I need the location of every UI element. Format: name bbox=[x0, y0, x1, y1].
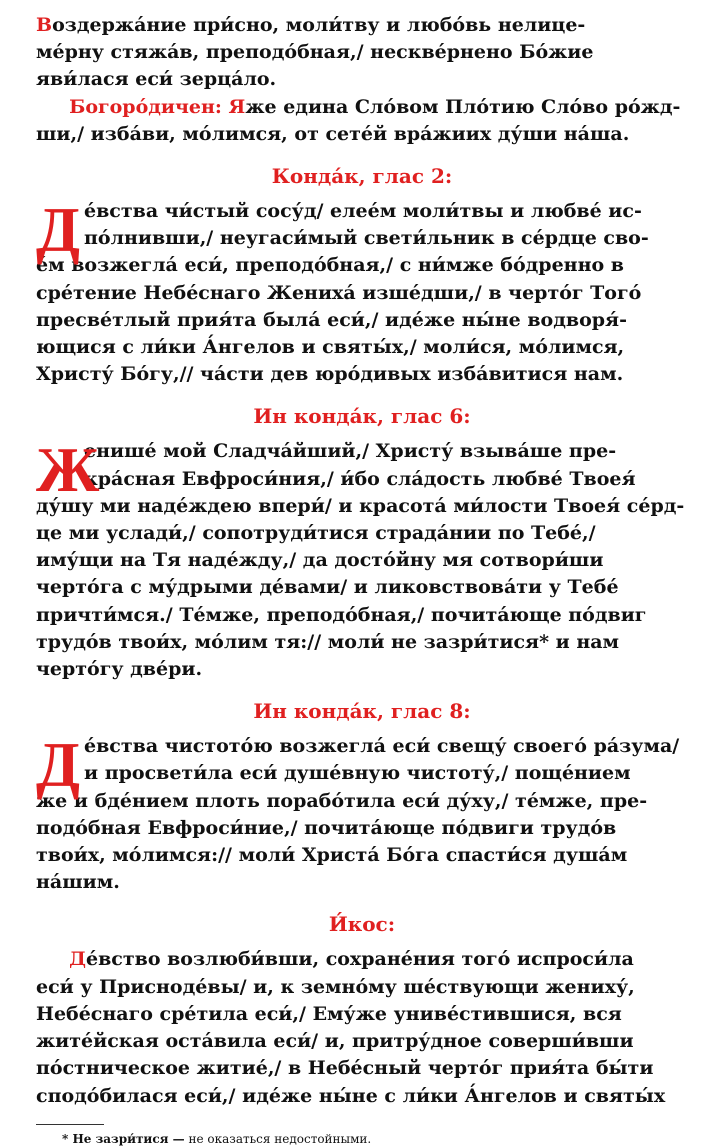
kontakion-heading: Ин конда́к, глас 8: bbox=[253, 699, 471, 724]
text-line: жите́йская оста́вила еси́/ и, притру́дное соверши́вши bbox=[36, 1030, 634, 1053]
kontakion-paragraph bbox=[36, 434, 688, 683]
text-line: подо́бная Евфроси́ние,/ почита́юще по́двиги трудо́в bbox=[36, 816, 617, 839]
text-line: твои́х, мо́лимся:// моли́ Христа́ Бо́га спасти́ся душа́м bbox=[36, 844, 628, 867]
text-line: на́шим. bbox=[36, 871, 120, 894]
text-line: Небе́снаго сре́тила еси́,/ Ему́же униве́стившися, вся bbox=[36, 1002, 622, 1025]
kontakion-heading: Ин конда́к, глас 6: bbox=[253, 404, 471, 429]
footnote bbox=[36, 1131, 688, 1147]
text-line: енише́ мой Сладча́йший,/ Христу́ взыва́ше пре- bbox=[84, 440, 617, 463]
drop-cap: Ж bbox=[36, 434, 100, 506]
text-line: черто́гу две́ри. bbox=[36, 658, 203, 681]
text-line: е́вства чи́стый сосу́д/ елее́м моли́твы и любве́ ис- bbox=[84, 200, 642, 223]
ikos-paragraph bbox=[36, 946, 688, 1109]
footnote-term: * Не зазри́тися — bbox=[62, 1131, 185, 1146]
text-line: пресве́тлый прия́та была́ еси́,/ иде́же ны́не водворя́- bbox=[36, 308, 627, 331]
text-line: е́вство возлюби́вши, сохране́ния того́ испроси́ла bbox=[85, 948, 634, 971]
text-line: сре́тение Небе́снаго Жениха́ изше́дши,/ в черто́г Того́ bbox=[36, 281, 642, 304]
drop-cap: Д bbox=[36, 729, 81, 801]
kontakion-heading: Конда́к, глас 2: bbox=[271, 164, 453, 189]
text-line: черто́га с му́дрыми де́вами/ и ликовствова́ти у Тебе́ bbox=[36, 576, 619, 599]
text-line: Христу́ Бо́гу,// ча́сти дев юро́дивых изба́витися нам. bbox=[36, 363, 624, 386]
text-column bbox=[36, 12, 688, 1147]
text-line: еси́ у Присноде́вы/ и, к земно́му ше́ствующи жениху́, bbox=[36, 975, 635, 998]
text-line: е́вства чистото́ю возжегла́ еси́ свещу́ своего́ ра́зума/ bbox=[84, 735, 680, 758]
ikos-heading: И́кос: bbox=[328, 912, 396, 937]
text-line: оздержа́ние при́сно, моли́тву и любо́вь нелице- bbox=[52, 14, 586, 36]
text-line: трудо́в твои́х, мо́лим тя:// моли́ не зазри́тися* и нам bbox=[36, 630, 620, 653]
text-line: иму́щи на Тя наде́жду,/ да досто́йну мя сотвори́ши bbox=[36, 549, 604, 572]
troparion-paragraph bbox=[36, 12, 688, 94]
footnote-definition: не оказаться недостойными. bbox=[184, 1131, 372, 1146]
text-line: же едина Сло́вом Пло́тию Сло́во ро́жд- bbox=[245, 95, 681, 118]
text-line: по́лнивши,/ неугаси́мый свети́льник в се́рдце сво- bbox=[84, 227, 649, 250]
drop-cap: Д bbox=[36, 194, 81, 266]
text-line: ши,/ изба́ви, мо́лимся, от сете́й вра́жиих ду́ши на́ша. bbox=[36, 122, 630, 145]
text-line: причти́мся./ Те́мже, преподо́бная,/ почита́юще по́двиг bbox=[36, 603, 647, 626]
text-line: же и бде́нием плоть порабо́тила еси́ ду́ху,/ те́мже, пре- bbox=[36, 789, 648, 812]
text-line: е́м возжегла́ еси́, преподо́бная,/ с ни́мже бо́дренно в bbox=[36, 254, 624, 277]
text-line: ду́шу ми наде́ждею впери́/ и красота́ ми́лости Твоея́ се́рд- bbox=[36, 494, 685, 517]
text-line: ющися с ли́ки А́нгелов и святы́х,/ моли́ся, мо́лимся, bbox=[36, 336, 625, 359]
text-line: и просвети́ла еси́ душе́вную чистоту́,/ поще́нием bbox=[84, 762, 631, 785]
text-line: це ми услади́,/ сопотруди́тися страда́нии по Тебе́,/ bbox=[36, 522, 596, 545]
text-line: по́стническое житие́,/ в Небе́сный черто́г прия́та бы́ти bbox=[36, 1057, 654, 1080]
kontakion-paragraph bbox=[36, 194, 688, 388]
kontakion-paragraph bbox=[36, 729, 688, 896]
text-line: ме́рну стяжа́в, преподо́бная,/ нескве́рнено Бо́жие bbox=[36, 41, 594, 64]
text-line: кра́сная Евфроси́ния,/ и́бо сла́дость любве́ Твоея́ bbox=[84, 467, 636, 490]
initial-letter: В bbox=[36, 14, 53, 36]
footnote-divider bbox=[36, 1124, 104, 1125]
text-line: яви́лася еси́ зерца́ло. bbox=[36, 68, 277, 91]
text-line: сподо́билася еси́,/ иде́же ны́не с ли́ки А́нгелов и святы́х bbox=[36, 1084, 666, 1107]
initial-letter: Д bbox=[69, 948, 86, 971]
theotokion-paragraph bbox=[36, 94, 688, 148]
theotokion-label: Богоро́дичен: Я bbox=[69, 95, 246, 118]
